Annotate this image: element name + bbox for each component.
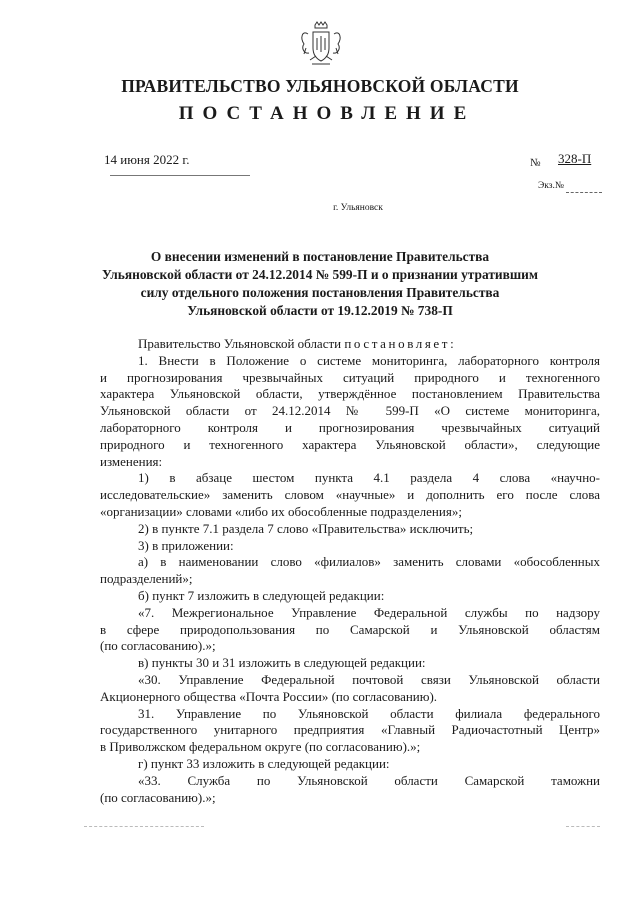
footer-rule-right bbox=[566, 826, 600, 827]
body-line: Акционерного общества «Почта России» (по согласованию). bbox=[100, 688, 438, 704]
document-number: 328-П bbox=[558, 151, 592, 166]
intro-line bbox=[100, 336, 600, 353]
body-line: а) в наименовании слово «филиалов» заменить словами «обособленных bbox=[138, 554, 600, 570]
body-line: в) пункты 30 и 31 изложить в следующей редакции: bbox=[138, 655, 426, 671]
date-underline bbox=[110, 175, 250, 176]
document-type: ПОСТАНОВЛЕНИЕ bbox=[178, 103, 476, 124]
number-label: № bbox=[530, 157, 541, 169]
copy-number-line bbox=[566, 192, 602, 193]
body-line: природного и техногенного характера Ульяновской области», следующие bbox=[100, 436, 600, 452]
body-line: «30. Управление Федеральной почтовой связи Ульяновской области bbox=[138, 671, 600, 687]
body-line: и прогнозирования чрезвычайных ситуаций природного и техногенного bbox=[100, 369, 600, 385]
body-line: «организации» словами «либо их обособленные подразделения»; bbox=[100, 503, 462, 519]
copy-number-label: Экз.№ bbox=[538, 181, 564, 191]
body-line: исследовательские» заменить словом «научные» и дополнить его после слова bbox=[100, 487, 600, 503]
body-line: «7. Межрегиональное Управление Федеральной службы по надзору bbox=[138, 604, 600, 620]
body-line: изменения: bbox=[100, 453, 163, 469]
organization-title: ПРАВИТЕЛЬСТВО УЛЬЯНОВСКОЙ ОБЛАСТИ bbox=[121, 76, 519, 96]
document-body bbox=[100, 336, 600, 806]
body-line: (по согласованию).»; bbox=[100, 789, 216, 805]
body-line: в Приволжском федеральном округе (по согласованию).»; bbox=[100, 739, 421, 755]
footer-rule-left bbox=[84, 826, 204, 827]
body-line: 1. Внести в Положение о системе мониторинга, лабораторного контроля bbox=[138, 352, 600, 368]
coat-of-arms-icon bbox=[298, 20, 344, 70]
body-line: «33. Служба по Ульяновской области Самарской таможни bbox=[138, 772, 600, 788]
body-line: 3) в приложении: bbox=[138, 537, 234, 553]
body-line: 31. Управление по Ульяновской области филиала федерального bbox=[138, 705, 600, 721]
body-line: государственного унитарного предприятия «Главный Радиочастотный Центр» bbox=[100, 722, 600, 738]
title-line: Ульяновской области от 24.12.2014 № 599-П и о признании утратившим bbox=[101, 267, 539, 282]
body-line: подразделений»; bbox=[100, 571, 193, 587]
title-line: О внесении изменений в постановление Правительства bbox=[150, 249, 490, 264]
body-line: б) пункт 7 изложить в следующей редакции: bbox=[138, 587, 385, 603]
body-line: лабораторного контроля и прогнозирования чрезвычайных ситуаций bbox=[100, 419, 600, 435]
body-line: характера Ульяновской области, утверждённое постановлением Правительства bbox=[100, 386, 600, 402]
body-line: 1) в абзаце шестом пункта 4.1 раздела 4 слова «научно- bbox=[138, 470, 600, 486]
body-line: в сфере природопользования по Самарской и Ульяновской областям bbox=[100, 621, 600, 637]
intro-resolves: постановляет: bbox=[344, 336, 457, 351]
title-line: Ульяновской области от 19.12.2019 № 738-П bbox=[187, 303, 453, 318]
document-title bbox=[100, 248, 540, 320]
body-line: г) пункт 33 изложить в следующей редакции: bbox=[138, 755, 390, 771]
body-line: Ульяновской области от 24.12.2014 № 599-П «О системе мониторинга, bbox=[100, 403, 600, 419]
title-line: силу отдельного положения постановления Правительства bbox=[140, 285, 500, 300]
intro-prefix: Правительство Ульяновской области bbox=[138, 336, 342, 351]
city: г. Ульяновск bbox=[333, 203, 383, 213]
body-line: 2) в пункте 7.1 раздела 7 слово «Правительства» исключить; bbox=[138, 520, 474, 536]
document-date: 14 июня 2022 г. bbox=[104, 152, 190, 167]
body-line: (по согласованию).»; bbox=[100, 638, 216, 654]
